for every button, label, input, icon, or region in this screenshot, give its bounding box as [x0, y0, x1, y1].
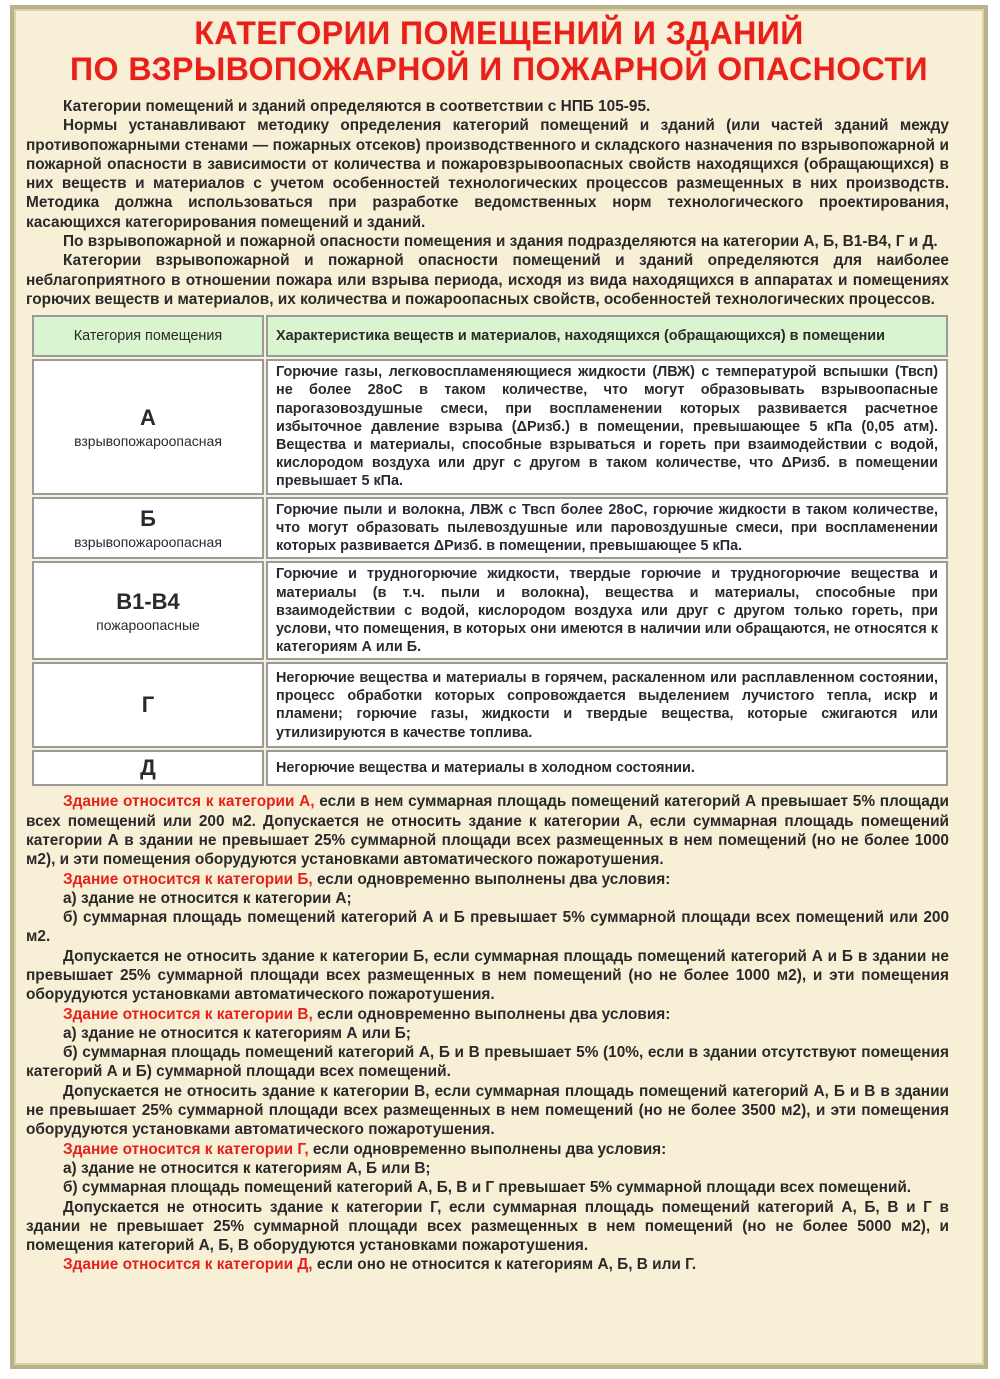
intro-paragraph: Нормы устанавливают методику определения категорий помещений и зданий (или частей зданий между противопожарными стенами — пожарных отсеков) производственного и складского назначения по взрывопожарной и пожарной опасности в зависимости от количества и пожаровзрывоопасных свойств находящихся (обращающихся) в них веществ и материалов с учетом особенностей технологических процессов размещенных в них производств. Методика должна использоваться при разработке ведомственных норм технологического проектирования, касающихся категорирования помещений и зданий.	[26, 117, 949, 231]
rule-condition: б) суммарная площадь помещений категорий А, Б, В и Г превышает 5% суммарной площади всех помещений.	[63, 1179, 912, 1197]
intro-paragraph: Категории помещений и зданий определяются в соответствии с НПБ 105-95.	[63, 98, 651, 115]
rule-category-v	[26, 1005, 949, 1024]
rule-condition: б) суммарная площадь помещений категорий А, Б и В превышает 5% (10%, если в здании отсутствуют помещения категорий А и Б) суммарной площади всех помещений.	[26, 1044, 949, 1081]
poster	[10, 5, 988, 1369]
rule-condition: а) здание не относится к категории А;	[63, 889, 352, 907]
categories-table	[30, 313, 950, 788]
rule-text: если одновременно выполнены два условия:	[308, 1140, 667, 1158]
rule-heading: Здание относится к категории В,	[63, 1005, 313, 1023]
category-description: Горючие и трудногорючие жидкости, твердые горючие и трудногорючие вещества и материалы (в т.ч. пыли и волокна), вещества и материалы, способные при взаимодействии с водой, кислородом воздуха или друг с другом только гореть, при услови, что помещения, в которых они имеются в наличии или обращаются, не относятся к категориям А или Б.	[266, 561, 948, 660]
intro-paragraph: По взрывопожарной и пожарной опасности помещения и здания подразделяются на категории А, Б, В1-В4, Г и Д.	[63, 233, 938, 251]
rule-text: если одновременно выполнены два условия:	[312, 1005, 671, 1023]
header-description: Характеристика веществ и материалов, находящихся (обращающихся) в помещении	[266, 315, 948, 357]
rule-allowance: Допускается не относить здание к категории Г, если суммарная площадь помещений категорий А, Б, В и Г в здании не превышает 25% суммарной площади всех размещенных в нем помещений (но не более 5000 м2), и помещения категорий А, Б, В оборудуются установками пожаротушения.	[26, 1198, 949, 1255]
rule-category-a	[26, 792, 949, 869]
header-category: Категория помещения	[32, 315, 264, 357]
rule-category-b	[26, 870, 949, 889]
intro-section	[14, 97, 984, 309]
rule-text: если одновременно выполнены два условия:	[312, 870, 671, 888]
rule-allowance: Допускается не относить здание к категории Б, если суммарная площадь помещений категорий А и Б в здании не превышает 25% суммарной площади всех размещенных в нем помещений (но не более 1000 м2), и эти помещения оборудуются установками автоматического пожаротушения.	[26, 947, 949, 1004]
category-letter: Б	[140, 505, 156, 531]
table-header-row	[32, 315, 948, 357]
table-row	[32, 497, 948, 560]
category-letter: В1-В4	[116, 588, 180, 614]
category-letter: Г	[141, 692, 155, 718]
rule-heading: Здание относится к категории А,	[63, 793, 315, 811]
category-cell	[32, 359, 264, 494]
category-cell	[32, 662, 264, 748]
rule-condition: а) здание не относится к категориям А, Б или В;	[63, 1159, 431, 1177]
category-name: пожароопасные	[96, 616, 200, 633]
rules-section	[14, 792, 984, 1274]
category-name: взрывопожароопасная	[74, 533, 222, 550]
category-description: Горючие газы, легковоспламеняющиеся жидкости (ЛВЖ) с температурой вспышки (Твсп) не более 28оС в таком количестве, что могут образовывать взрывоопасные парогазовоздушные смеси, при воспламенении которых развивается расчетное избыточное давление взрыва (ΔРизб.) в помещении, превышающее 5 кПа (0,05 атм). Вещества и материалы, способные взрываться и гореть при взаимодействии с водой, кислородом воздуха или друг с другом в таком количестве, что ΔРизб. в помещении превышает 5 кПа.	[266, 359, 948, 494]
category-letter: Д	[140, 755, 156, 781]
category-name: взрывопожароопасная	[74, 432, 222, 449]
category-description: Негорючие вещества и материалы в горячем, раскаленном или расплавленном состоянии, процесс обработки которых сопровождается выделением лучистого тепла, искр и пламени; горючие газы, жидкости и твердые вещества, которые сжигаются или утилизируются в качестве топлива.	[266, 662, 948, 748]
category-description: Негорючие вещества и материалы в холодном состоянии.	[266, 750, 948, 786]
title-line-1: КАТЕГОРИИ ПОМЕЩЕНИЙ И ЗДАНИЙ	[194, 15, 804, 51]
rule-category-g	[26, 1140, 949, 1159]
page-title	[14, 15, 984, 87]
table-row	[32, 359, 948, 494]
rule-allowance: Допускается не относить здание к категории В, если суммарная площадь помещений категорий А, Б и В в здании не превышает 25% суммарной площади всех размещенных в нем помещений (но не более 3500 м2), и эти помещения оборудуются установками автоматического пожаротушения.	[26, 1082, 949, 1139]
table-row	[32, 662, 948, 748]
category-cell	[32, 497, 264, 560]
title-line-2: ПО ВЗРЫВОПОЖАРНОЙ И ПОЖАРНОЙ ОПАСНОСТИ	[70, 51, 928, 87]
rule-condition: б) суммарная площадь помещений категорий А и Б превышает 5% суммарной площади всех помещений или 200 м2.	[26, 909, 949, 946]
category-cell	[32, 561, 264, 660]
category-description: Горючие пыли и волокна, ЛВЖ с Твсп более 28оС, горючие жидкости в таком количестве, что могут образовать пылевоздушные или паровоздушные смеси, при воспламенении которых развивается ΔРизб. в помещении, превышающее 5 кПа.	[266, 497, 948, 560]
rule-heading: Здание относится к категории Д,	[63, 1256, 313, 1274]
category-cell	[32, 750, 264, 786]
rule-heading: Здание относится к категории Б,	[63, 870, 313, 888]
rule-heading: Здание относится к категории Г,	[63, 1140, 309, 1158]
table-row	[32, 750, 948, 786]
category-letter: А	[140, 404, 156, 430]
table-row	[32, 561, 948, 660]
rule-text: если оно не относится к категориям А, Б, В или Г.	[312, 1256, 697, 1274]
rule-category-d	[26, 1255, 949, 1274]
rule-condition: а) здание не относится к категориям А или Б;	[63, 1024, 411, 1042]
intro-paragraph: Категории взрывопожарной и пожарной опасности помещений и зданий определяются для наиболее неблагоприятного в отношении пожара или взрыва периода, исходя из вида находящихся в аппаратах и помещениях горючих веществ и материалов, их количества и пожароопасных свойств, особенностей технологических процессов.	[26, 252, 949, 308]
rule-text: если в нем суммарная площадь помещений категорий А превышает 5% площади всех помещений или 200 м2. Допускается не относить здание к категории А, если суммарная площадь помещений категории А в здании не превышает 25% суммарной площади всех размещенных в нем помещений (но не более 1000 м2), и эти помещения оборудуются установками автоматического пожаротушения.	[26, 793, 949, 869]
